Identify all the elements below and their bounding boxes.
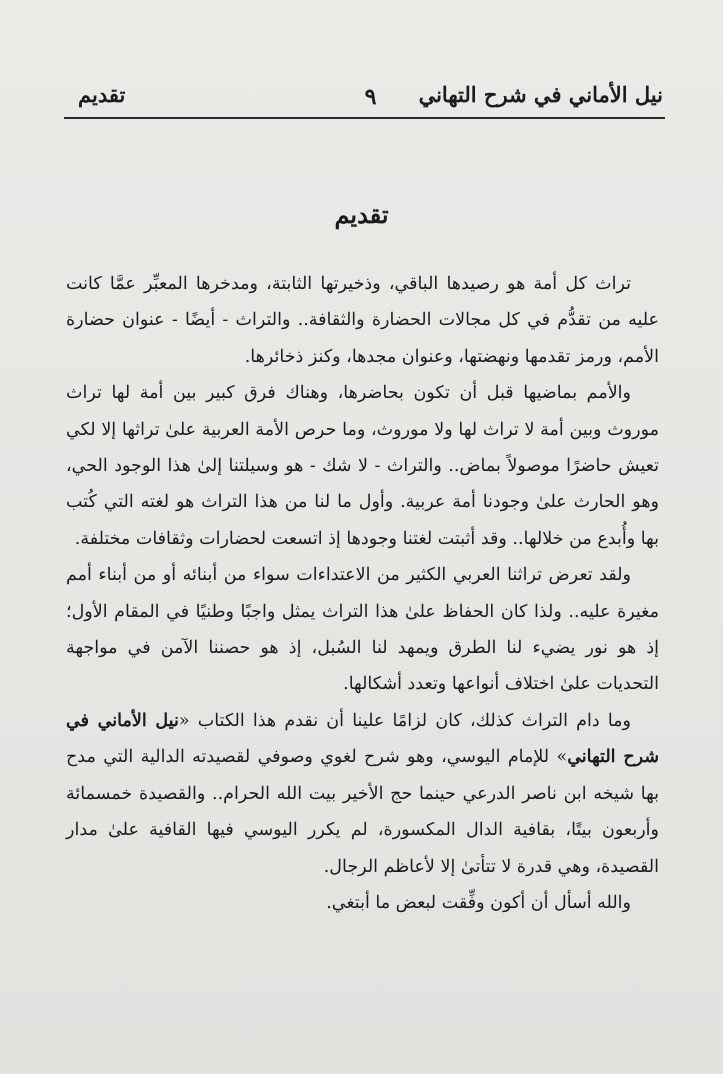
paragraph-4-lead: وما دام التراث كذلك، كان لزامًا علينا أن نقدم هذا الكتاب « (178, 710, 631, 731)
body-text (66, 266, 659, 921)
paragraph-4-rest: » للإمام اليوسي، وهو شرح لغوي وصوفي لقصيدته الدالية التي مدح بها شيخه ابن ناصر الدرعي حينما حج الأخير بيت الله الحرام.. والقصيدة خمسمائة وأربعون بيتًا، بقافية الدال المكسورة، لم يكرر اليوسي فيها القافية علىٰ مدار القصيدة، وهي قدرة لا تتأتىٰ إلا لأعاظم الرجال. (66, 747, 659, 877)
book-title-inline: نيل الأماني في شرح التهاني (66, 710, 659, 768)
paragraph-2: والأمم بماضيها قبل أن تكون بحاضرها، وهناك فرق كبير بين أمة لها تراث موروث وبين أمة لا تراث لها ولا موروث، وما حرص الأمة العربية علىٰ تراثها إلا لكي تعيش حاضرًا موصولاً بماض.. والتراث - لا شك - هو وسيلتنا إلىٰ هذا الوجود الحي، وهو الحارث علىٰ وجودنا أمة عربية. وأول ما لنا من هذا التراث هو لغته التي كُتب بها وأُبدع من خلالها.. وقد أثبتت لغتنا وجودها إذ اتسعت لحضارات وثقافات مختلفة. (66, 383, 659, 549)
paragraph-3: ولقد تعرض تراثنا العربي الكثير من الاعتداءات سواء من أبنائه أو من أبناء أمم مغيرة عليه.. ولذا كان الحفاظ علىٰ هذا التراث يمثل واجبًا وطنيًا في المقام الأول؛ إذ هو نور يضيء لنا الطرق ويمهد لنا السُبل، إذ هو حصننا الآمن في مواجهة التحديات علىٰ اختلاف أنواعها وتعدد أشكالها. (66, 565, 659, 695)
paragraph-1: تراث كل أمة هو رصيدها الباقي، وذخيرتها الثابتة، ومدخرها المعبِّر عمَّا كانت عليه من تقدُّم في كل مجالات الحضارة والثقافة.. والتراث - أيضًا - عنوان حضارة الأمم، ورمز تقدمها ونهضتها، وعنوان مجدها، وكنز ذخائرها. (66, 274, 659, 367)
header-book-title: نيل الأماني في شرح التهاني (418, 82, 663, 107)
header-section-title: تقديم (78, 82, 126, 107)
paragraph-4 (66, 703, 659, 885)
running-header (78, 82, 663, 116)
paragraph-5: والله أسأل أن أكون وفِّقت لبعض ما أبتغي. (326, 892, 631, 913)
page-title: تقديم (334, 200, 389, 229)
header-rule (64, 117, 665, 119)
page-number: ٩ (364, 84, 377, 110)
